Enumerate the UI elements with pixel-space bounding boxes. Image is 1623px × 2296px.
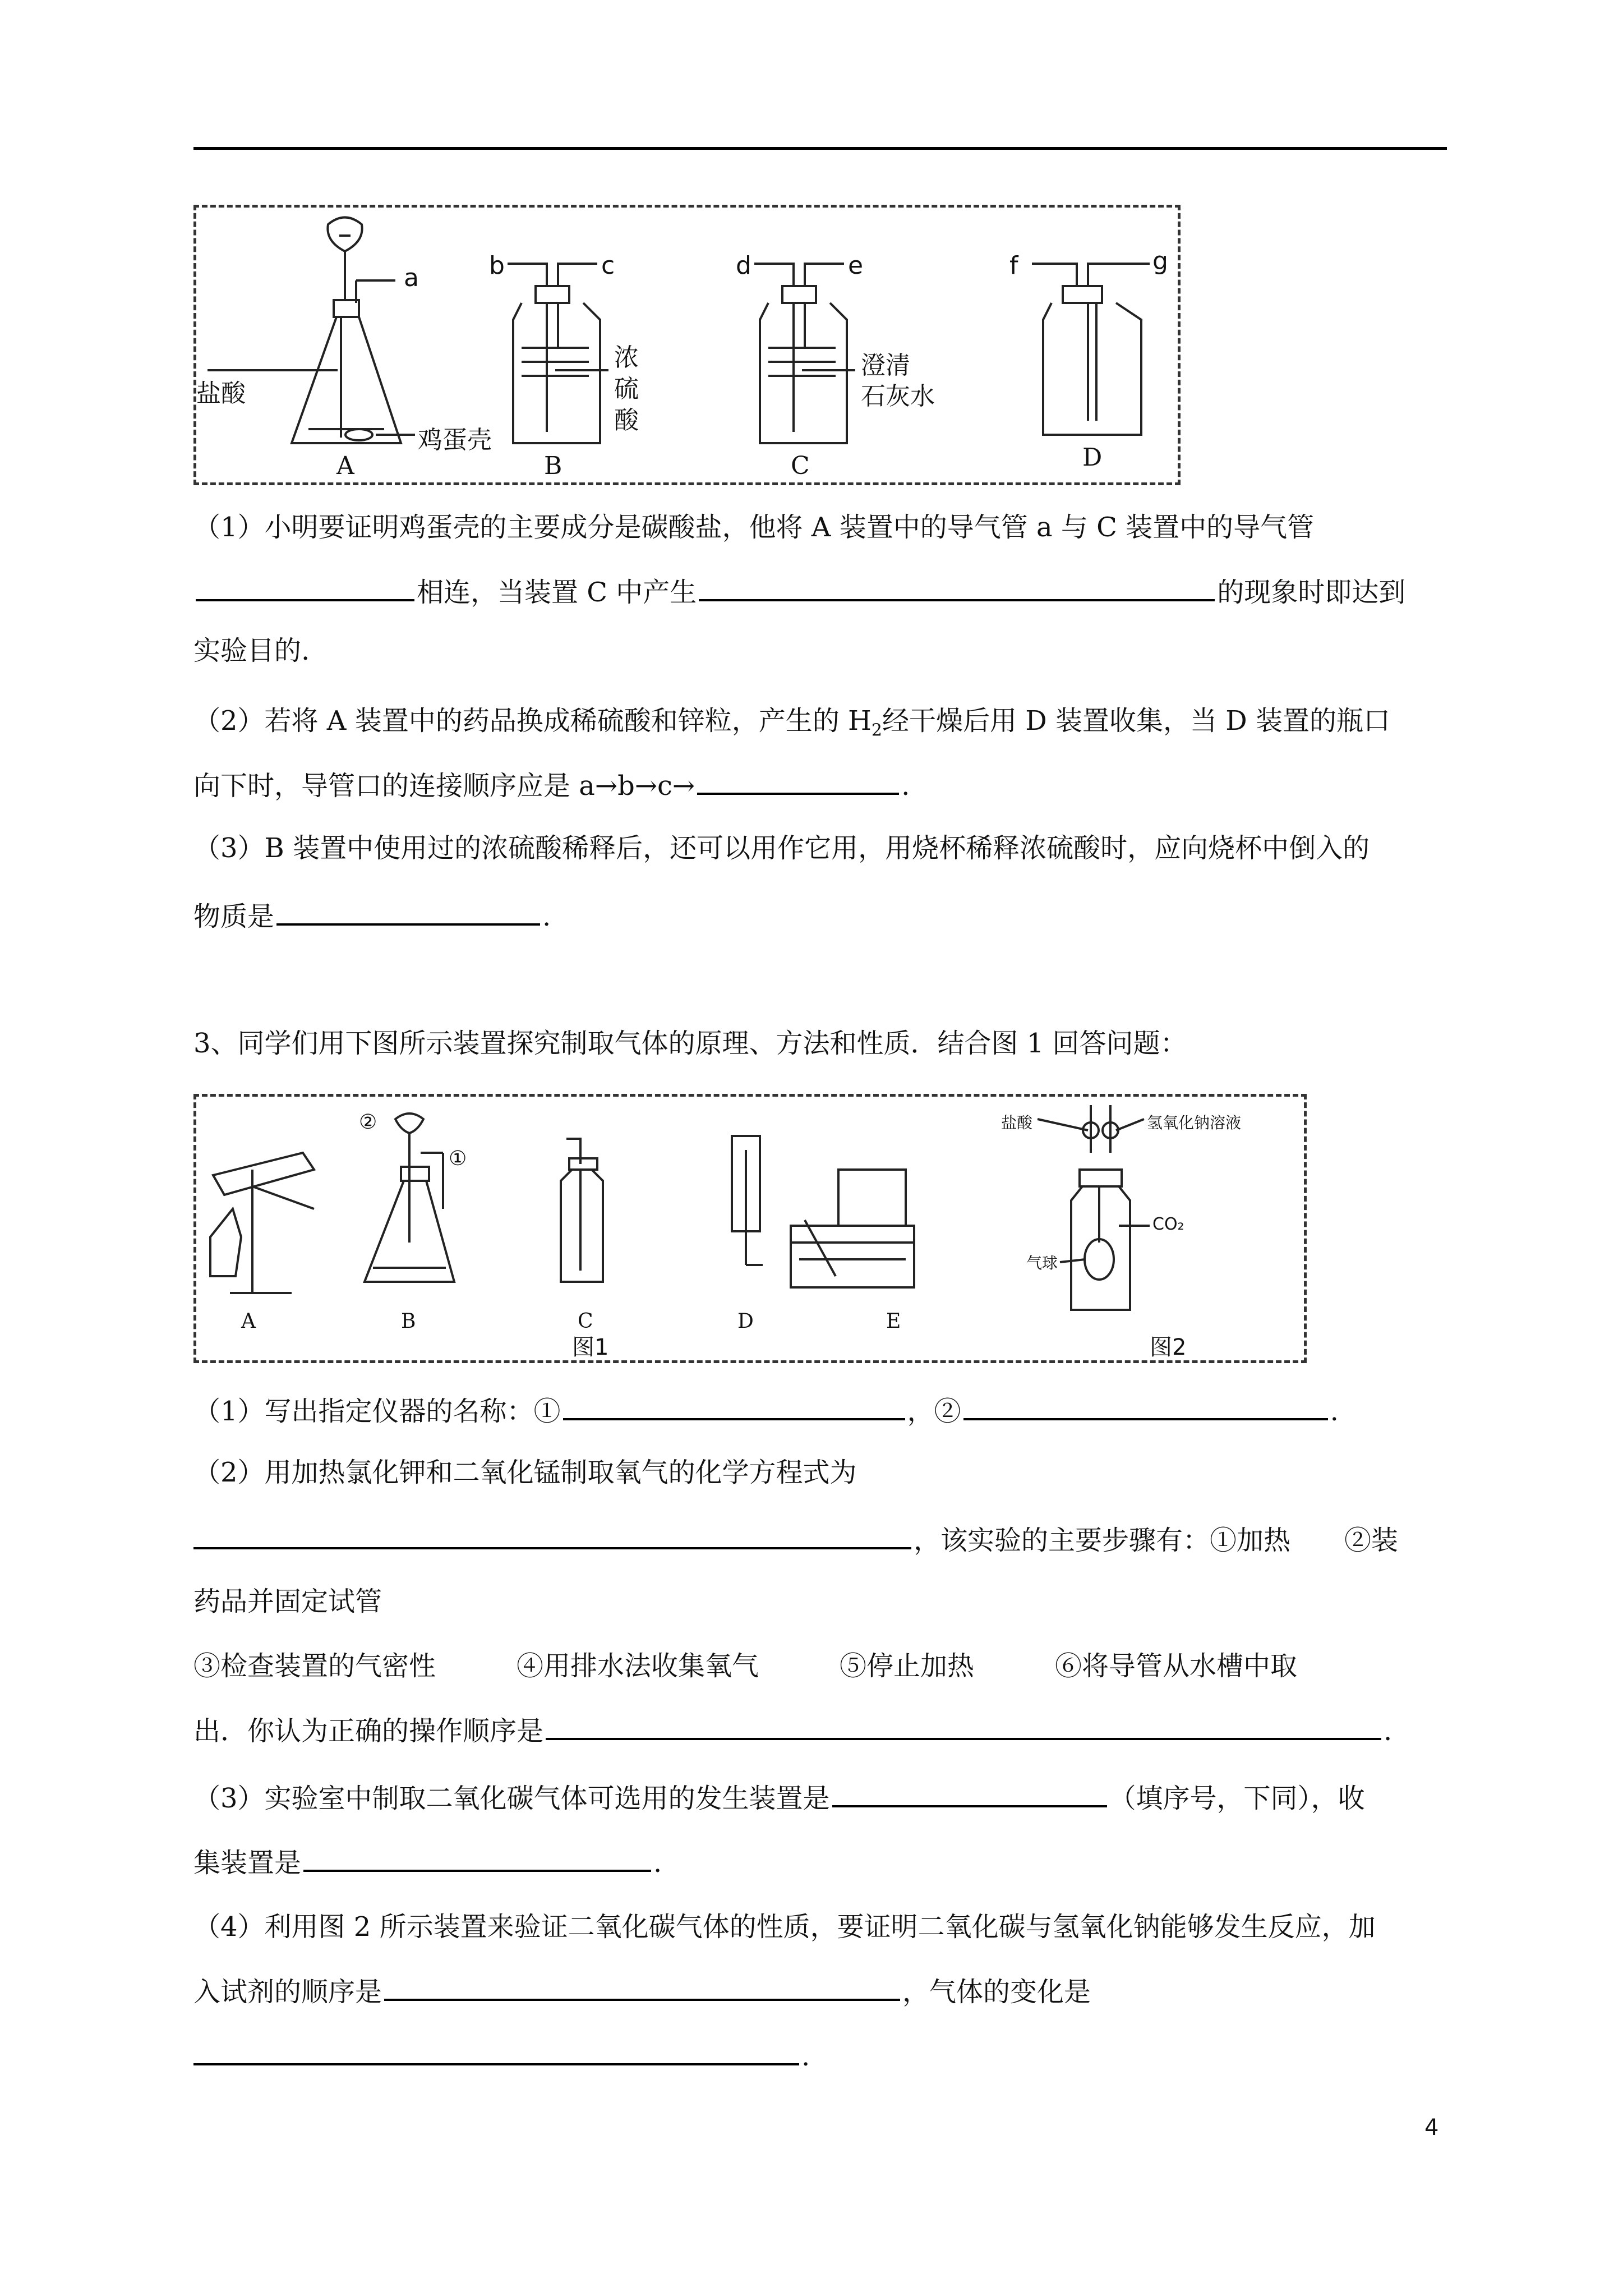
q3-p2-line4: ③检查装置的气密性 ④用排水法收集氧气 ⑤停止加热 ⑥将导管从水槽中取 <box>193 1650 1298 1682</box>
label-fig-E: E <box>886 1310 901 1333</box>
label-fig2-balloon: 气球 <box>1026 1254 1058 1272</box>
answer-blank-q2-1a[interactable] <box>196 572 414 601</box>
answer-blank-q3-4a[interactable] <box>384 1972 900 2001</box>
q2-p3-line2: 物质是 . <box>193 896 551 933</box>
label-circ2: ② <box>359 1111 377 1134</box>
q3-p2-line5: 出．你认为正确的操作顺序是 . <box>193 1711 1392 1748</box>
label-conc-h2so4: 浓 硫 酸 <box>614 343 639 435</box>
label-eggshell: 鸡蛋壳 <box>418 426 492 454</box>
label-a: a <box>404 264 419 292</box>
answer-blank-q3-3b[interactable] <box>303 1843 651 1872</box>
q2-p1-line2: 相连，当装置 C 中产生 的现象时即达到 <box>193 572 1405 609</box>
q3-p2-line3: 药品并固定试管 <box>193 1586 382 1617</box>
label-fig-A: A <box>241 1310 256 1333</box>
label-circ1: ① <box>449 1147 467 1170</box>
label-g: g <box>1152 247 1168 275</box>
q2-p1-line1: （1）小明要证明鸡蛋壳的主要成分是碳酸盐，他将 A 装置中的导气管 a 与 C 装置中的导气管 <box>193 512 1315 543</box>
label-fig-B: B <box>401 1310 416 1333</box>
answer-blank-q2-1b[interactable] <box>699 572 1215 601</box>
answer-blank-q3-2a[interactable] <box>193 1520 911 1549</box>
q3-p4-line3: . <box>193 2036 810 2073</box>
apparatus-drawing <box>196 208 1183 488</box>
label-fig2-co2: CO₂ <box>1152 1214 1184 1234</box>
label-D: D <box>1082 443 1103 472</box>
label-fig2-naoh: 氢氧化钠溶液 <box>1147 1114 1242 1132</box>
q2-p3-line1: （3）B 装置中使用过的浓硫酸稀释后，还可以用作它用，用烧杯稀释浓硫酸时，应向烧杯中倒入的 <box>193 832 1370 864</box>
q3-p4-line2: 入试剂的顺序是 ，气体的变化是 <box>193 1972 1091 2009</box>
q3-title: 3、同学们用下图所示装置探究制取气体的原理、方法和性质．结合图 1 回答问题： <box>193 1028 1187 1059</box>
label-fig2-hcl: 盐酸 <box>1001 1114 1033 1132</box>
label-B: B <box>544 452 562 480</box>
q3-p2-line1: （2）用加热氯化钾和二氧化锰制取氧气的化学方程式为 <box>193 1457 857 1488</box>
apparatus-figure-1 <box>193 205 1181 485</box>
q2-p1-line3: 实验目的. <box>193 635 310 666</box>
label-hcl: 盐酸 <box>196 379 246 408</box>
apparatus-figure-2 <box>193 1094 1307 1363</box>
label-limewater-1: 澄清 <box>861 351 910 380</box>
label-f: f <box>1009 251 1018 280</box>
q3-p3-line2: 集装置是 . <box>193 1843 662 1880</box>
q3-p1: （1）写出指定仪器的名称：① ，② . <box>193 1391 1339 1428</box>
answer-blank-q3-3a[interactable] <box>832 1778 1107 1807</box>
label-limewater-2: 石灰水 <box>861 382 935 411</box>
label-fig-D: D <box>737 1310 754 1333</box>
label-b: b <box>489 251 505 280</box>
label-fig-C: C <box>578 1310 593 1333</box>
q2-p2-line2: 向下时，导管口的连接顺序应是 a→b→c→ . <box>193 766 910 803</box>
q3-p4-line1: （4）利用图 2 所示装置来验证二氧化碳气体的性质，要证明二氧化碳与氢氧化钠能够发生反应，加 <box>193 1911 1376 1943</box>
label-A: A <box>336 452 354 480</box>
answer-blank-q2-2[interactable] <box>697 766 899 795</box>
answer-blank-q3-4b[interactable] <box>193 2036 799 2065</box>
answer-blank-q3-2b[interactable] <box>546 1711 1381 1740</box>
label-d: d <box>736 251 751 280</box>
answer-blank-q3-1b[interactable] <box>963 1391 1328 1420</box>
label-C: C <box>791 452 810 480</box>
header-rule <box>193 147 1447 150</box>
q3-p3-line1: （3）实验室中制取二氧化碳气体可选用的发生装置是 （填序号，下同），收 <box>193 1778 1365 1815</box>
label-fig1: 图1 <box>572 1335 609 1360</box>
q3-p2-line2: ，该实验的主要步骤有：①加热 ②装 <box>193 1520 1398 1557</box>
answer-blank-q2-3[interactable] <box>276 896 540 926</box>
label-e: e <box>848 251 864 280</box>
q2-p2-line1: （2）若将 A 装置中的药品换成稀硫酸和锌粒，产生的 $H_2$经干燥后用 D 装置收集，当 D 装置的瓶口 <box>193 705 1390 740</box>
label-c: c <box>601 251 615 280</box>
label-fig2: 图2 <box>1150 1335 1187 1360</box>
page-number: 4 <box>1424 2115 1439 2141</box>
answer-blank-q3-1a[interactable] <box>563 1391 905 1420</box>
